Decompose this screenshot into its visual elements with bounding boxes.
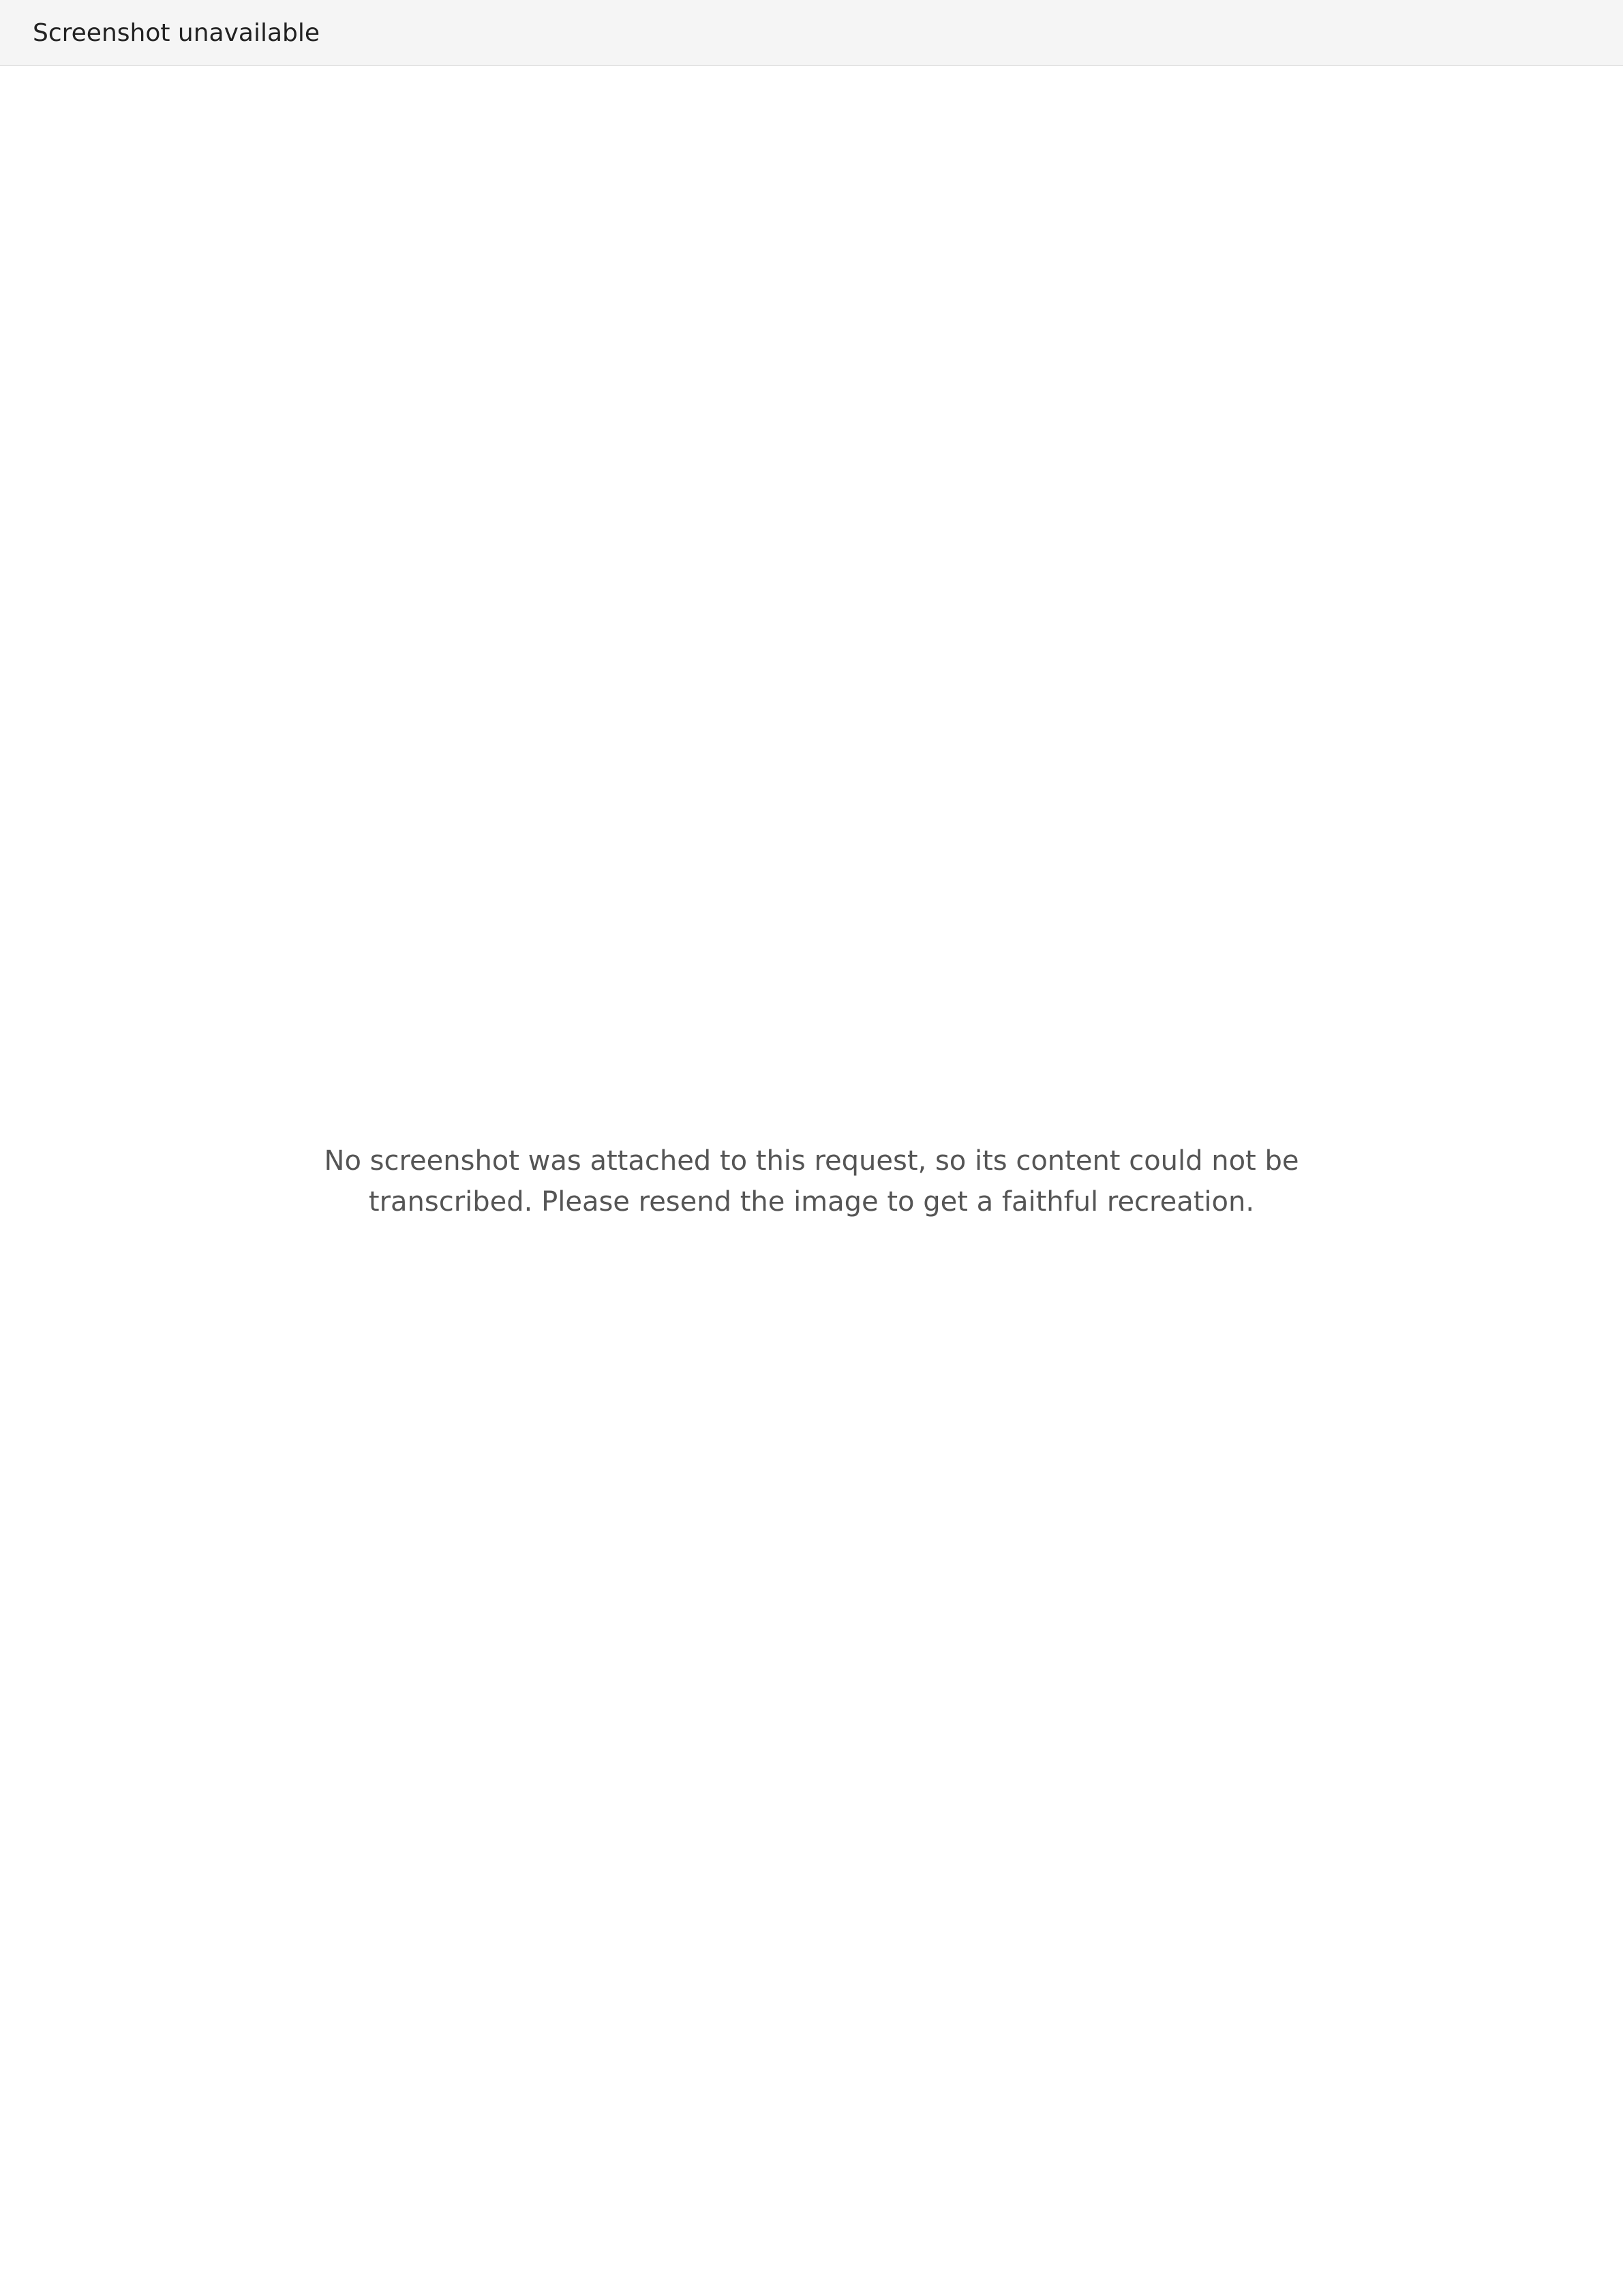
missing-image-notice: No screenshot was attached to this request, so its content could not be transcribed. Please resend the image to get a faithful recreation.	[324, 1145, 1299, 1218]
main-area	[0, 66, 1623, 2296]
page-title: Screenshot unavailable	[33, 18, 320, 47]
top-bar	[0, 0, 1623, 66]
